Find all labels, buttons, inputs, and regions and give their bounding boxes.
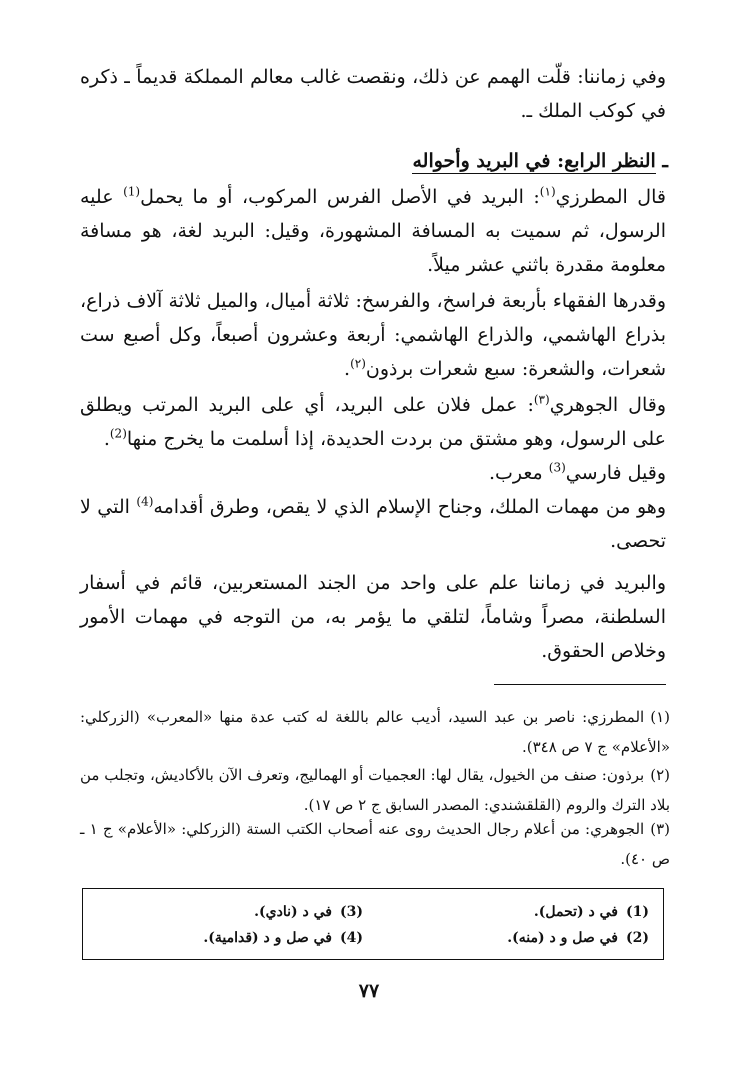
- footnote-text: الجوهري: من أعلام رجال الحديث روى عنه أصحاب الكتب الستة (الزركلي: «الأعلام» ج ١ ـ ص ٤٠).: [80, 820, 670, 868]
- text-run: معرب.: [488, 462, 549, 484]
- variant-text: في د (نادي).: [254, 904, 332, 920]
- footnote-ref: (٣): [533, 392, 550, 407]
- footnote-divider: [494, 684, 666, 685]
- variant-note-2: [507, 925, 649, 951]
- variant-ref: (2): [109, 426, 127, 441]
- variant-number: (4): [340, 930, 363, 946]
- heading-title: في البريد وأحواله: [412, 150, 551, 172]
- variant-number: (2): [626, 930, 649, 946]
- text-run: وقال الجوهري: [549, 394, 666, 416]
- footnote-number: (١): [650, 708, 670, 726]
- heading-underlined: [412, 150, 655, 174]
- variant-text: في صل و د (قدامية).: [203, 930, 332, 946]
- footnote-3: [80, 814, 670, 874]
- variant-note-1: [534, 899, 649, 925]
- text-run: : عمل فلان على البريد، أي على البريد المرتب ويطلق على الرسول، وهو مشتق من بردت الحديدة، إذا أسلمت ما يخرج منها: [80, 394, 666, 450]
- heading-dash: ـ: [655, 150, 668, 172]
- text-run: التي لا تحصى.: [80, 496, 666, 552]
- variant-text: في صل و د (منه).: [507, 930, 618, 946]
- footnote-ref: (١): [539, 184, 556, 199]
- heading-label: النظر الرابع: [564, 150, 656, 172]
- paragraph-importance: [80, 490, 666, 558]
- paragraph-jawhari: [80, 388, 666, 456]
- text-run: .: [103, 428, 110, 450]
- manuscript-variants-box: [82, 888, 664, 960]
- variant-number: (1): [626, 904, 649, 920]
- footnote-number: (٣): [650, 820, 670, 838]
- paragraph-measures: [80, 284, 666, 386]
- variant-ref: (3): [548, 460, 566, 475]
- section-heading: [412, 144, 668, 178]
- text-run: وهو من مهمات الملك، وجناح الإسلام الذي لا يقص، وطرق أقدامه: [153, 496, 666, 518]
- variant-ref: (4): [136, 494, 154, 509]
- text-run: وقدرها الفقهاء بأربعة فراسخ، والفرسخ: ثلاثة أميال، والميل ثلاثة آلاف ذراع، بذراع الهاشمي، والذراع الهاشمي: أربعة وعشرون أصبعاً، وكل أصبع ست شعرات، والشعرة: سبع شعرات برذون: [80, 290, 666, 380]
- footnote-1: [80, 702, 670, 762]
- paragraph-modern: والبريد في زماننا علم على واحد من الجند المستعربين، قائم في أسفار السلطنة، مصراً وشاماً، لتلقي ما يؤمر به، من التوجه في مهمات الأمور وخلاص الحقوق.: [80, 572, 666, 662]
- text-run: : البريد في الأصل الفرس المركوب، أو ما يحمل: [140, 186, 540, 208]
- paragraph-intro: وفي زماننا: قلّت الهمم عن ذلك، ونقصت غالب معالم المملكة قديماً ـ ذكره في كوكب الملك ـ.: [80, 66, 666, 122]
- footnote-ref: (٢): [350, 356, 366, 371]
- text-run: وقيل فارسي: [565, 462, 666, 484]
- footnote-2: [80, 760, 670, 820]
- footnote-text: المطرزي: ناصر بن عبد السيد، أديب عالم باللغة له كتب عدة منها «المعرب» (الزركلي: «الأعلام» ج ٧ ص ٣٤٨).: [80, 708, 670, 756]
- paragraph-persian: [80, 456, 666, 490]
- variant-note-4: [203, 925, 363, 951]
- variant-note-3: [254, 899, 363, 925]
- variant-text: في د (تحمل).: [533, 904, 618, 920]
- footnote-number: (٢): [650, 766, 670, 784]
- text-run: .: [344, 358, 351, 380]
- variant-ref: (1): [123, 184, 141, 199]
- paragraph-mutarrizi: [80, 180, 666, 282]
- heading-colon: :: [550, 150, 565, 172]
- text-run: عليه الرسول، ثم سميت به المسافة المشهورة، وقيل: البريد لغة، هو مسافة معلومة مقدرة باثني عشر ميلاً.: [80, 186, 666, 276]
- footnote-text: برذون: صنف من الخيول، يقال لها: العجميات أو الهماليج، وتعرف الآن بالأكاديش، وتجلب من بلاد الترك والروم (القلقشندي: المصدر السابق ج ٢ ص ١٧).: [80, 766, 670, 814]
- text-run: قال المطرزي: [555, 186, 666, 208]
- page-number: ٧٧: [358, 980, 380, 1002]
- variant-number: (3): [340, 904, 363, 920]
